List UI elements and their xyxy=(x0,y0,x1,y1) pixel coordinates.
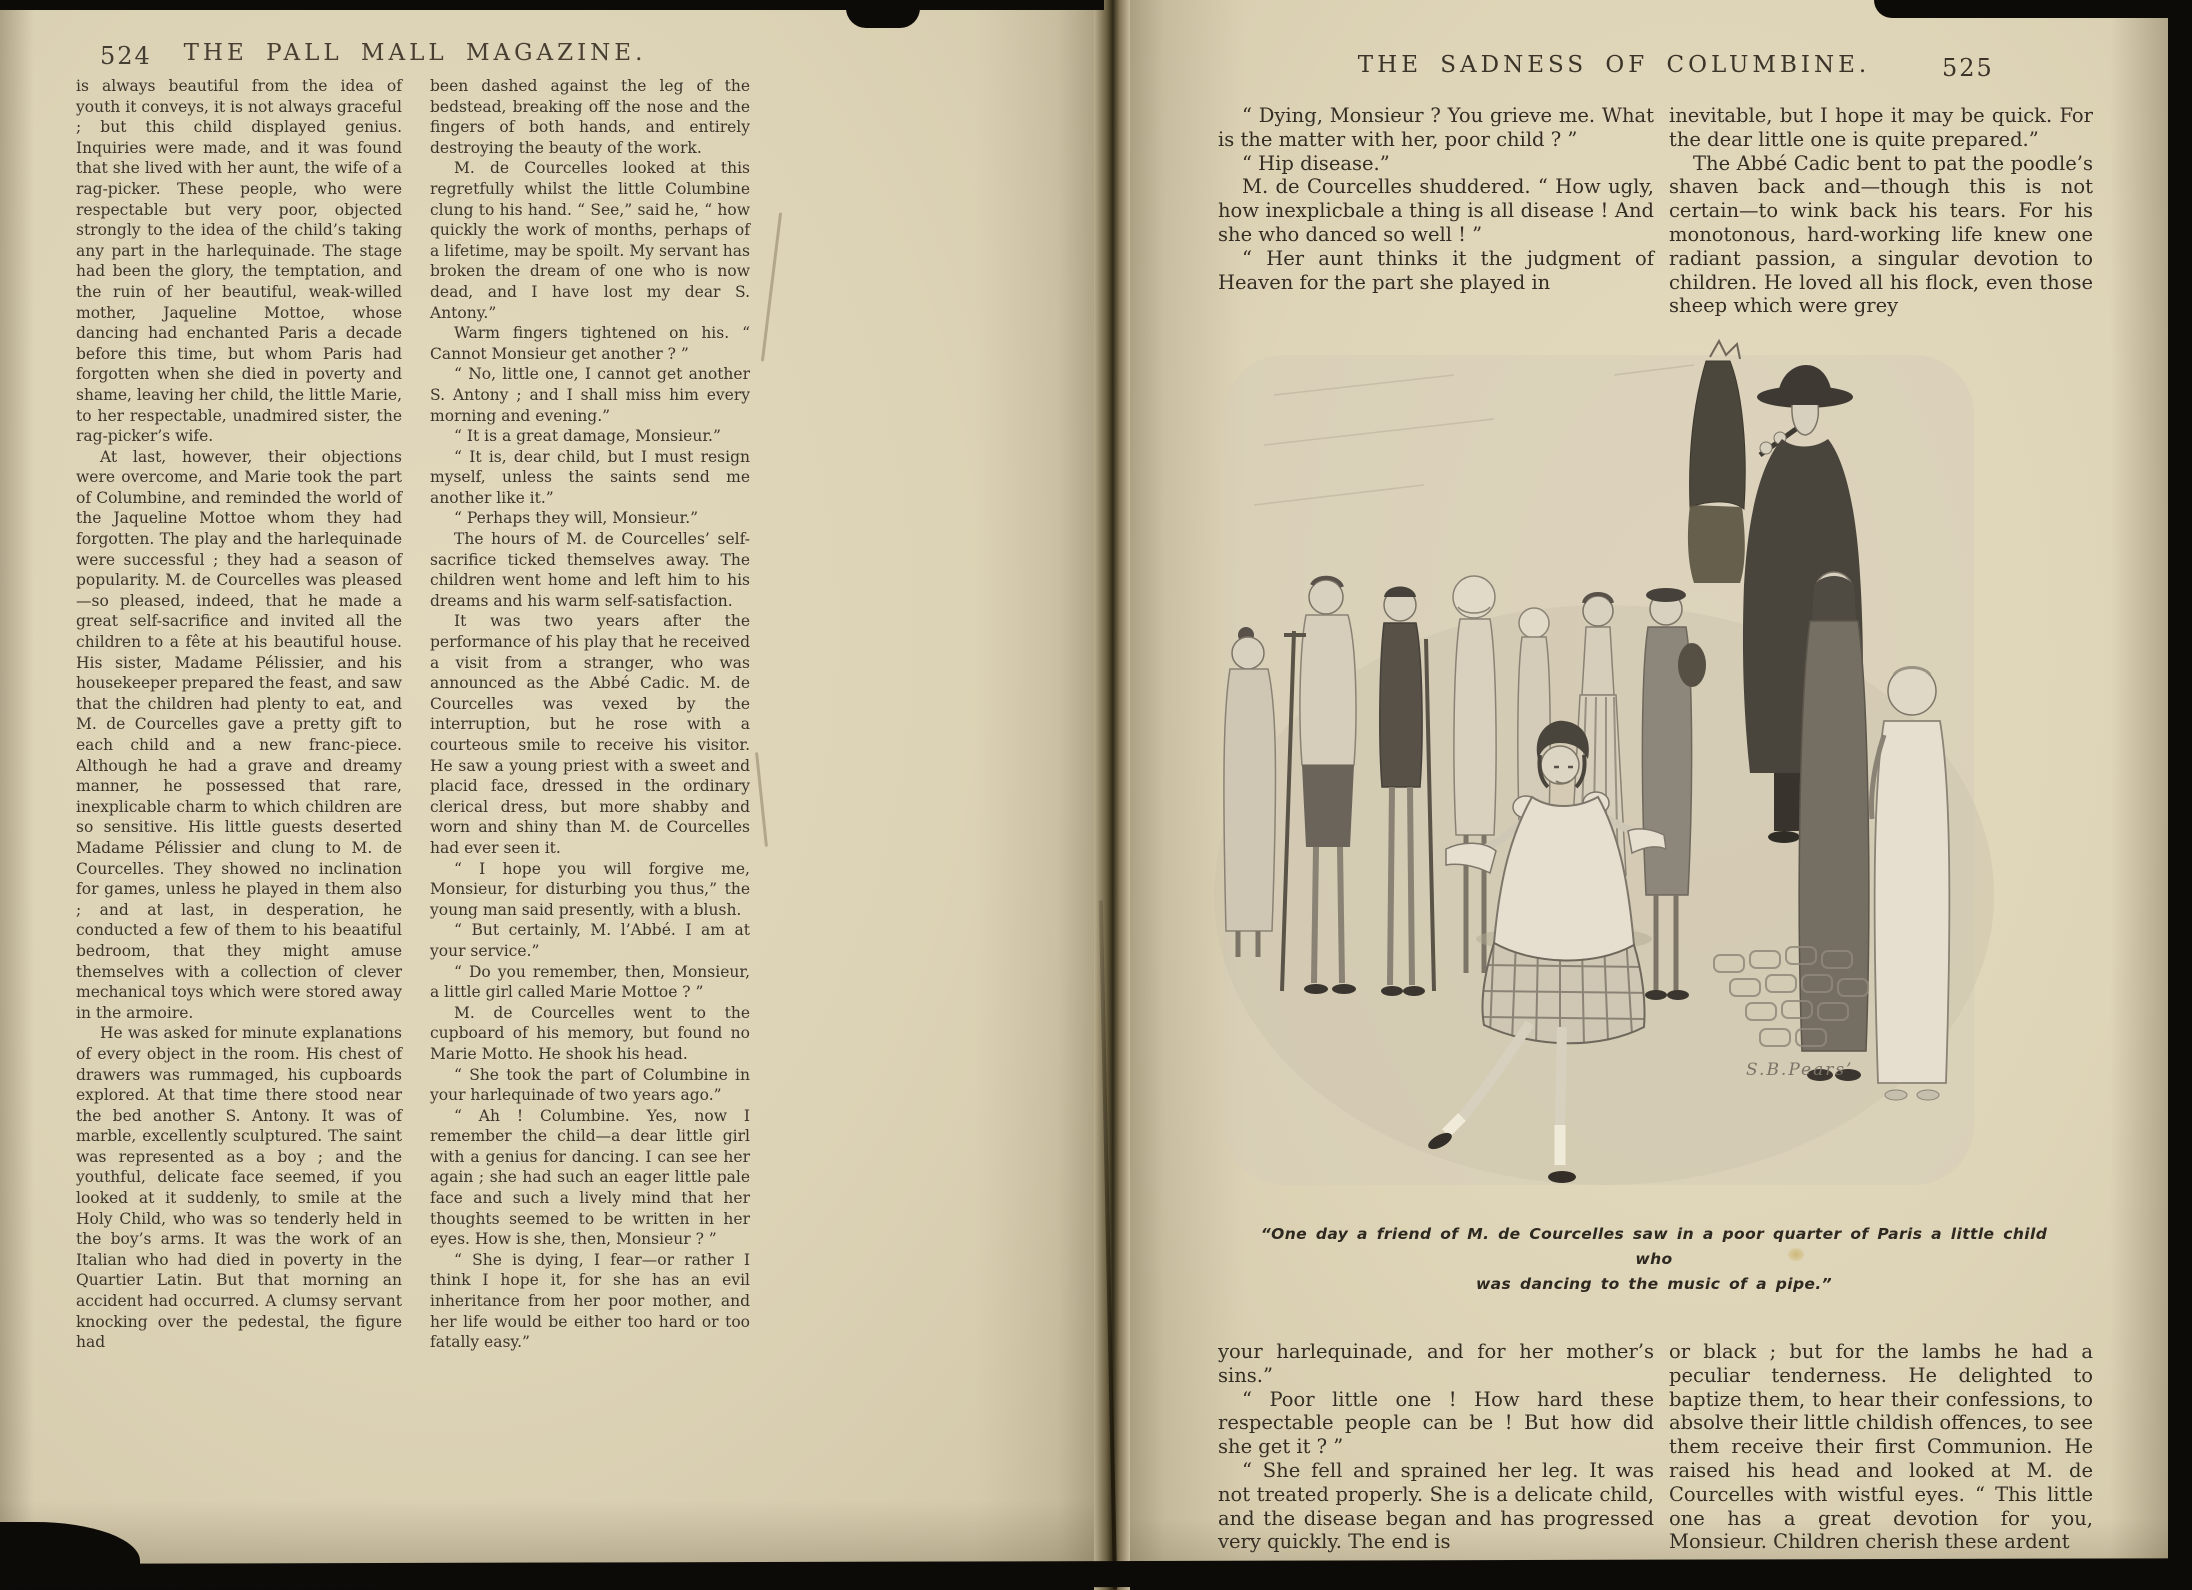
stain-spot xyxy=(1788,1248,1804,1261)
paragraph: “ It is a great damage, Monsieur.” xyxy=(454,427,721,446)
paragraph: “ But certainly, M. l’Abbé. I am at your service.” xyxy=(430,921,750,960)
paragraph: M. de Courcelles went to the cupboard of his memory, but found no Marie Motto. He shook his head. xyxy=(430,1003,750,1063)
left-column-2 xyxy=(430,76,750,1353)
right-bottom-column-1 xyxy=(1218,1340,1654,1554)
paragraph: “ Dying, Monsieur ? You grieve me. What is the matter with her, poor child ? ” xyxy=(1218,104,1654,151)
illustration xyxy=(1194,335,2004,1225)
paragraph: or black ; but for the lambs he had a peculiar tenderness. He delighted to baptize them, to hear their confessions, to absolve their little childish offences, to see them receive their first Communion. He raised his head and looked at M. de Courcelles with wistful eyes. “ This little one has a great devotion for you, Monsieur. Children cherish these ardent xyxy=(1669,1340,2093,1554)
scan-top-border xyxy=(0,0,1104,10)
right-running-title: THE SADNESS OF COLUMBINE. xyxy=(1357,52,1871,78)
scan-top-right-wedge xyxy=(1874,0,2174,18)
paragraph: M. de Courcelles looked at this regretfully whilst the little Columbine clung to his hand. “ See,” said he, “ how quickly the work of months, perhaps of a lifetime, may be spoilt. My servant has broken the dream of one who is now dead, and I have lost my dear S. Antony.” xyxy=(430,159,750,322)
paragraph: It was two years after the performance of his play that he received a visit from a stranger, who was announced as the Abbé Cadic. M. de Courcelles was vexed by the interruption, but he rose with a courteous smile to receive his visitor. He saw a young priest with a sweet and placid face, dressed in the ordinary clerical dress, but more shabby and worn and shiny than M. de Courcelles had ever seen it. xyxy=(430,612,750,857)
paragraph: Warm fingers tightened on his. “ Cannot Monsieur get another ? ” xyxy=(430,324,750,363)
right-page xyxy=(1124,0,2170,1578)
caption-line: was dancing to the music of a pipe.” xyxy=(1475,1275,1833,1293)
left-page xyxy=(0,0,1104,1570)
scan-bottom-border xyxy=(0,1558,2192,1590)
paragraph: “ Ah ! Columbine. Yes, now I remember the child—a dear little girl with a genius for dancing. I can see her again ; she had such an eager little pale face and such a lively mind that her thoughts seemed to be written in her eyes. How is she, then, Monsieur ? ” xyxy=(430,1106,750,1249)
right-bottom-column-2 xyxy=(1669,1340,2093,1554)
paragraph: inevitable, but I hope it may be quick. For the dear little one is quite prepared.” xyxy=(1669,104,2093,151)
paragraph: The hours of M. de Courcelles’ self-sacrifice ticked themselves away. The children went home and left him to his dreams and his warm self-satisfaction. xyxy=(430,530,750,610)
right-top-column-2 xyxy=(1669,104,2093,318)
scan-top-blob xyxy=(846,0,920,28)
left-running-title: THE PALL MALL MAGAZINE. xyxy=(183,40,647,66)
illustration-caption xyxy=(1244,1222,2064,1297)
paragraph: “ She fell and sprained her leg. It was not treated properly. She is a delicate child, and the disease began and has progressed very quickly. The end is xyxy=(1218,1458,1654,1554)
left-column-1 xyxy=(76,76,402,1353)
paragraph: “ Do you remember, then, Monsieur, a little girl called Marie Mottoe ? ” xyxy=(430,962,750,1002)
paragraph: “ It is, dear child, but I must resign myself, unless the saints send me another like it.” xyxy=(430,447,750,507)
paragraph: At last, however, their objections were overcome, and Marie took the part of Columbine, and reminded the world of the Jaqueline Mottoe whom they had forgotten. The play and the harlequinade were successful ; they had a season of popularity. M. de Courcelles was pleased—so pleased, indeed, that he made a great self-sacrifice and invited all the children to a fête at his beautiful house. His sister, Madame Pélissier, and his housekeeper prepared the feast, and saw that the children had plenty to eat, and M. de Courcelles gave a pretty gift to each child and a new franc-piece. Although he had a grave and dreamy manner, he possessed that rare, inexplicable charm to which children are so sensitive. His little guests deserted Madame Pélissier and clung to M. de Courcelles. They showed no inclination for games, unless he played in them also ; and at last, in desperation, he conducted a few of them to his beaatiful bedroom, that they might amuse themselves with a collection of clever mechanical toys which were stored away in the armoire. xyxy=(76,447,402,1022)
paragraph: “ Perhaps they will, Monsieur.” xyxy=(454,509,699,528)
paragraph: is always beautiful from the idea of youth it conveys, it is not always graceful ; but this child displayed genius. Inquiries were made, and it was found that she lived with her aunt, the wife of a rag-picker. These people, who were respectable but very poor, objected strongly to the idea of the child’s taking any part in the harlequinade. The stage had been the glory, the temptation, and the ruin of her beautiful, weak-willed mother, Jaqueline Mottoe, whose dancing had enchanted Paris a decade before this time, but whom Paris had forgotten when she died in poverty and shame, leaving her child, the little Marie, to her respectable, unadmired sister, the rag-picker’s wife. xyxy=(76,77,402,446)
illustration-drawing xyxy=(1194,335,2004,1225)
paragraph: The Abbé Cadic bent to pat the poodle’s shaven back and—though this is not certain—to wink back his tears. For his monotonous, hard-working life knew one radiant passion, a singular devotion to children. He loved all his flock, even those sheep which were grey xyxy=(1669,151,2093,318)
paragraph: “ Her aunt thinks it the judgment of Heaven for the part she played in xyxy=(1218,246,1654,294)
caption-line: “One day a friend of M. de Courcelles saw in a poor quarter of Paris a little child who xyxy=(1260,1225,2048,1268)
paragraph: M. de Courcelles shuddered. “ How ugly, how inexplicbale a thing is all disease ! And she who danced so well ! ” xyxy=(1218,175,1654,246)
right-page-number: 525 xyxy=(1942,54,1994,82)
paragraph: “ She took the part of Columbine in your harlequinade of two years ago.” xyxy=(430,1065,750,1105)
paragraph: “ I hope you will forgive me, Monsieur, for disturbing you thus,” the young man said presently, with a blush. xyxy=(430,859,750,919)
paragraph: “ Poor little one ! How hard these respectable people can be ! But how did she get it ? ” xyxy=(1218,1387,1654,1459)
left-page-number: 524 xyxy=(100,42,152,70)
right-top-column-1 xyxy=(1218,104,1654,294)
paragraph: your harlequinade, and for her mother’s sins.” xyxy=(1218,1340,1654,1387)
scan-right-border xyxy=(2168,0,2192,1590)
paragraph: “ She is dying, I fear—or rather I think I hope it, for she has an evil inheritance from her poor mother, and her life would be either too hard or too fatally easy.” xyxy=(430,1250,750,1352)
paragraph: “ Hip disease.” xyxy=(1242,151,1390,175)
paragraph: been dashed against the leg of the bedstead, breaking off the nose and the fingers of both hands, and entirely destroying the beauty of the work. xyxy=(430,77,750,157)
artist-signature: S.B.Pears’ xyxy=(1746,1060,1854,1080)
paragraph: He was asked for minute explanations of every object in the room. His chest of drawers was rummaged, his cupboards explored. At that time there stood near the bed another S. Antony. It was of marble, excellently sculptured. The saint was represented as a boy ; and the youthful, delicate face seemed, if you looked at it suddenly, to smile at the Holy Child, who was so tenderly held in the boy’s arms. It was the work of an Italian who had died in poverty in the Quartier Latin. But that morning an accident had occurred. A clumsy servant knocking over the pedestal, the figure had xyxy=(76,1024,402,1352)
paragraph: “ No, little one, I cannot get another S. Antony ; and I shall miss him every morning and evening.” xyxy=(430,365,750,425)
